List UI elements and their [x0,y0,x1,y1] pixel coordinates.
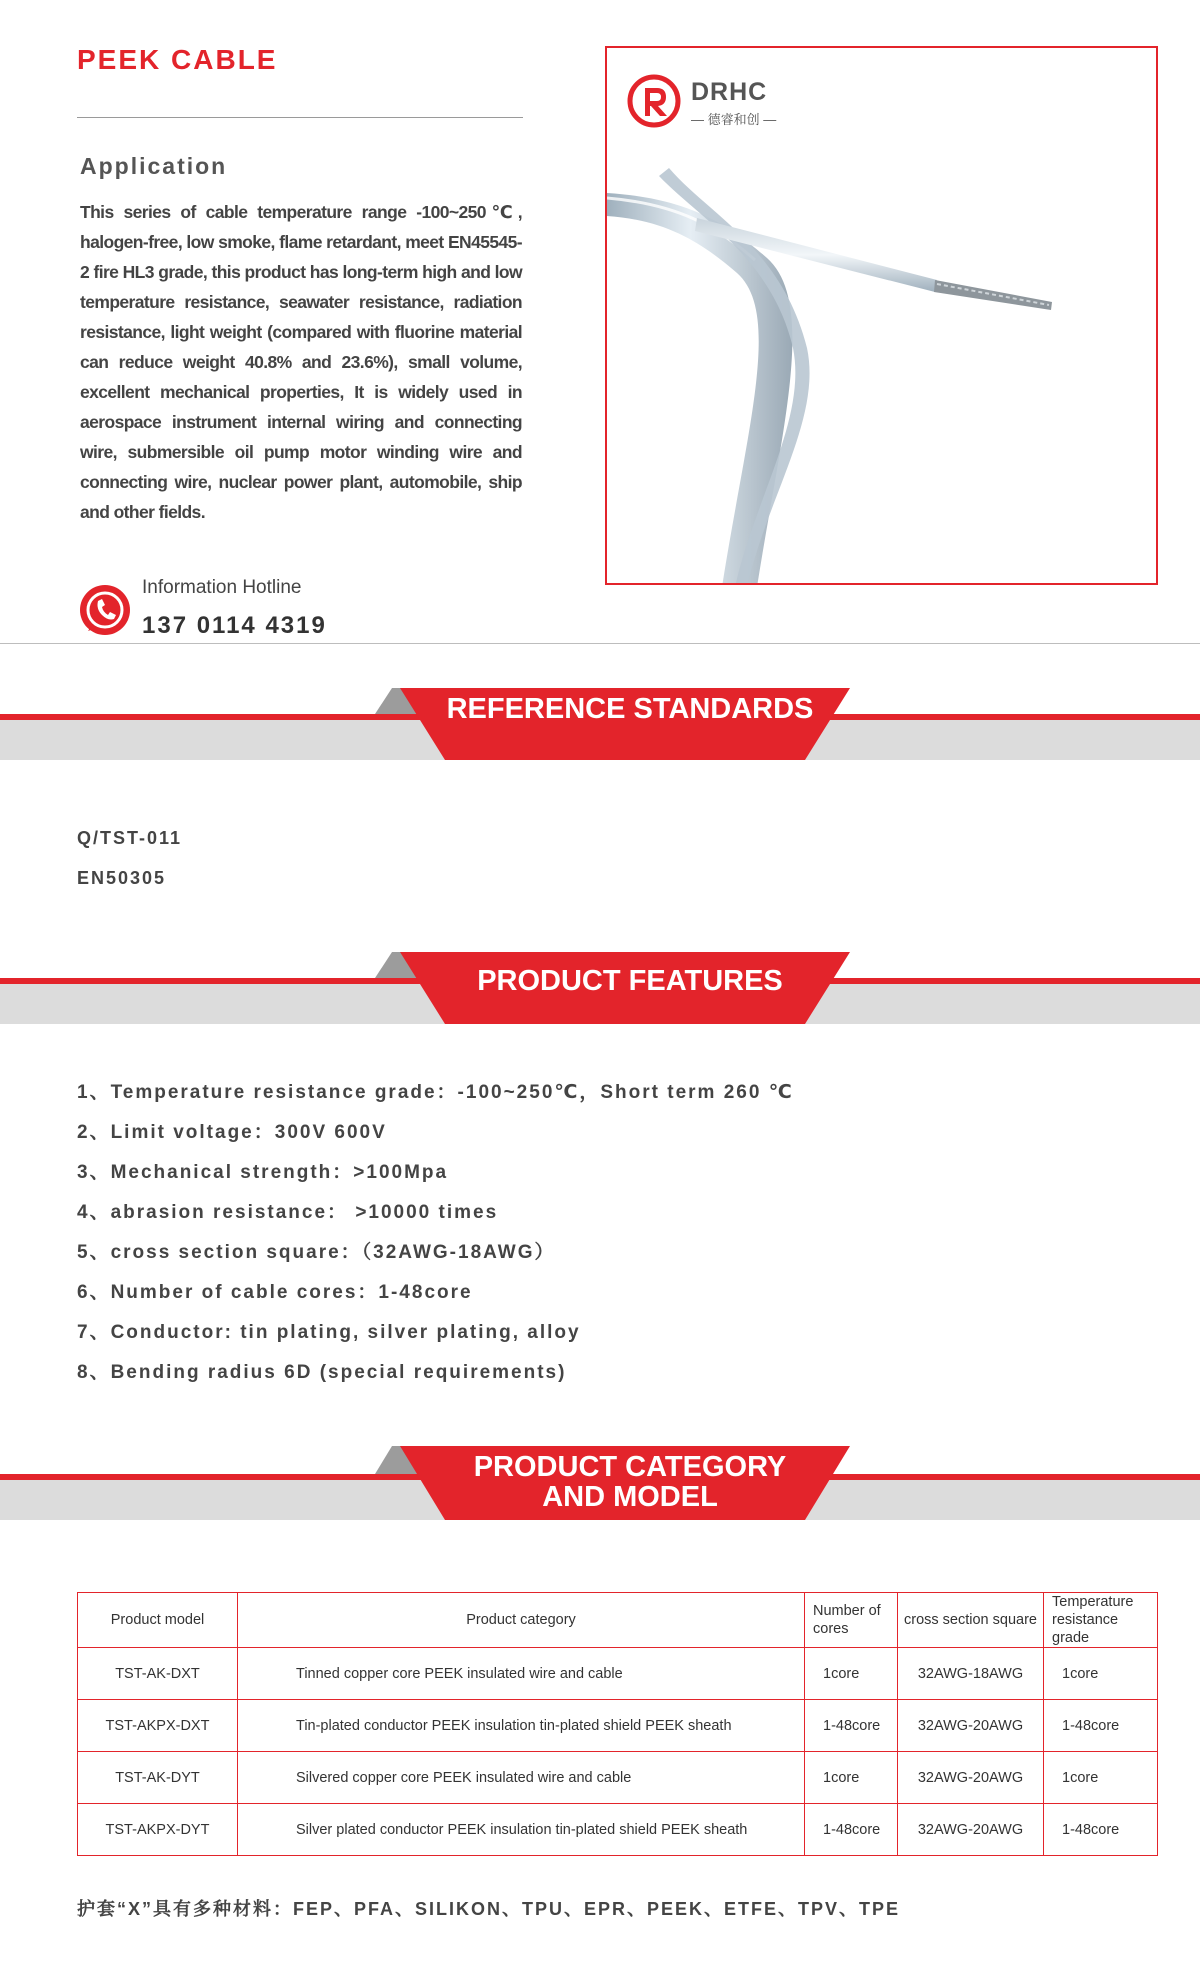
feature-item: 1、Temperature resistance grade：-100~250℃，Short term 260 ℃ [77,1082,794,1103]
feature-item: 3、Mechanical strength：>100Mpa [77,1162,449,1183]
cell-area: 32AWG-20AWG [898,1752,1044,1804]
feature-item: 6、Number of cable cores：1-48core [77,1282,473,1303]
cell-area: 32AWG-18AWG [898,1648,1044,1700]
cell-cores: 1-48core [805,1700,898,1752]
cell-grade: 1core [1044,1752,1158,1804]
phone-icon [80,585,130,635]
cell-model: TST-AK-DXT [78,1648,238,1700]
cell-cores: 1core [805,1752,898,1804]
cell-category: Silvered copper core PEEK insulated wire and cable [238,1752,805,1804]
drhc-logo [627,74,797,134]
reference-standards-title: REFERENCE STANDARDS [446,693,814,725]
cell-area: 32AWG-20AWG [898,1700,1044,1752]
cell-cores: 1core [805,1648,898,1700]
cell-model: TST-AKPX-DXT [78,1700,238,1752]
cell-grade: 1-48core [1044,1804,1158,1856]
logo-subtitle: — 德睿和创 — [691,112,777,127]
table-row [78,1804,1158,1856]
product-model-table [77,1592,1158,1856]
hotline-label: Information Hotline [142,577,302,598]
page-title: PEEK CABLE [77,44,278,75]
section-divider [0,643,1200,644]
hotline-number[interactable]: 137 0114 4319 [142,612,327,639]
table-header-row [78,1593,1158,1648]
product-category-title-line1: PRODUCT CATEGORY [473,1451,787,1483]
feature-item: 4、abrasion resistance： >10000 times [77,1202,499,1223]
cell-category: Tinned copper core PEEK insulated wire and cable [238,1648,805,1700]
feature-item: 7、Conductor: tin plating, silver plating, alloy [77,1322,581,1343]
logo-text: DRHC [691,78,768,106]
application-text: This series of cable temperature range -100~250℃, halogen-free, low smoke, flame retardant, meet EN45545-2 fire HL3 grade, this product has long-term high and low temperature resistance, seawater resistance, radiation resistance, light weight (compared with fluorine material can reduce weight 40.8% and 23.6%), small volume, excellent mechanical properties, It is widely used in aerospace instrument internal wiring and connecting wire, submersible oil pump motor winding wire and connecting wire, nuclear power plant, automobile, ship and other fields. [80,202,522,522]
cell-grade: 1-48core [1044,1700,1158,1752]
cell-category: Tin-plated conductor PEEK insulation tin-plated shield PEEK sheath [238,1700,805,1752]
sheath-material-note: 护套“X”具有多种材料：FEP、PFA、SILIKON、TPU、EPR、PEEK、ETFE、TPV、TPE [77,1899,901,1919]
title-divider [77,117,523,118]
table-row [78,1752,1158,1804]
product-features-banner [0,952,1200,1024]
cell-grade: 1core [1044,1648,1158,1700]
header-product-category: Product category [238,1593,805,1648]
product-image-frame [605,46,1158,585]
cell-cores: 1-48core [805,1804,898,1856]
reference-standards-banner [0,688,1200,760]
product-category-title [430,1452,830,1512]
header-product-model: Product model [78,1593,238,1648]
header-number-of-cores: Number of cores [805,1593,898,1648]
standards-list [77,818,182,898]
features-list [77,1073,794,1393]
header-cross-section: cross section square [898,1593,1044,1648]
feature-item: 2、Limit voltage：300V 600V [77,1122,387,1143]
standard-item: Q/TST-011 [77,828,183,848]
product-features-title: PRODUCT FEATURES [477,965,783,997]
header-temperature-grade: Temperature resistance grade [1044,1593,1158,1648]
table-row [78,1648,1158,1700]
standard-item: EN50305 [77,868,167,888]
feature-item: 5、cross section square：（32AWG-18AWG） [77,1242,556,1263]
application-heading: Application [80,153,228,179]
drhc-logo-mark [627,74,681,128]
cell-category: Silver plated conductor PEEK insulation tin-plated shield PEEK sheath [238,1804,805,1856]
cell-area: 32AWG-20AWG [898,1804,1044,1856]
cell-model: TST-AKPX-DYT [78,1804,238,1856]
product-category-title-line2: AND MODEL [542,1481,718,1513]
table-row [78,1700,1158,1752]
product-category-banner [0,1446,1200,1520]
cell-model: TST-AK-DYT [78,1752,238,1804]
feature-item: 8、Bending radius 6D (special requirements) [77,1362,567,1383]
